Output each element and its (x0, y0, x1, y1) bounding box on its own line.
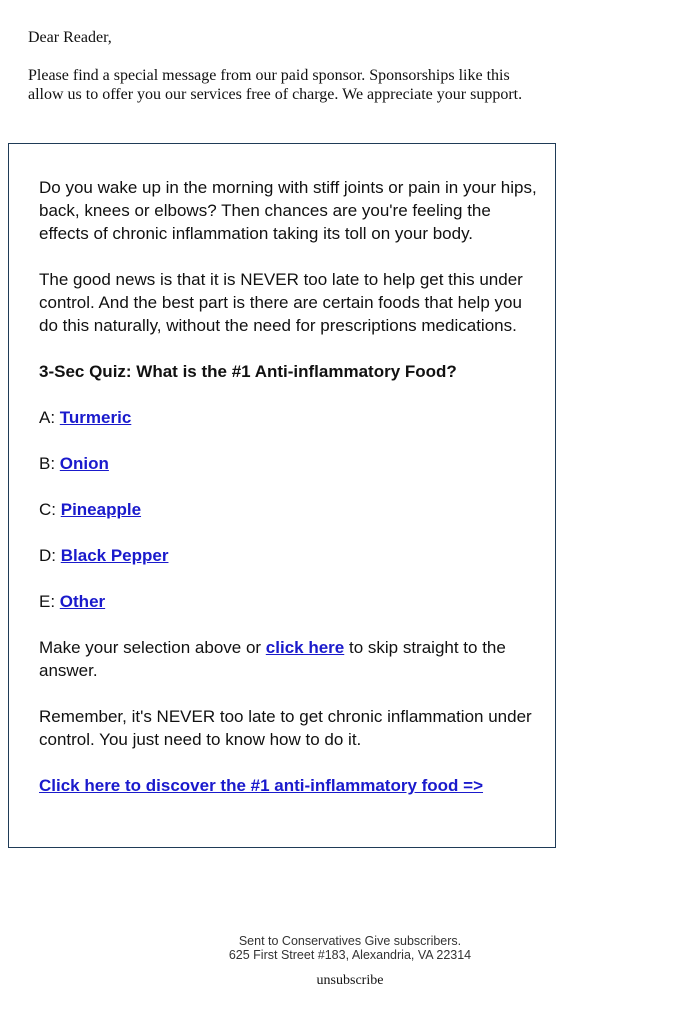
footer (0, 934, 700, 962)
sponsored-message-content (39, 176, 539, 820)
option-link-pineapple[interactable]: Pineapple (60, 500, 142, 519)
selection-instructions (39, 636, 539, 682)
quiz-option-b (39, 452, 539, 475)
option-link-onion[interactable]: Onion (59, 454, 109, 473)
intro-section (28, 28, 548, 104)
cta-paragraph (39, 774, 539, 797)
option-link-other[interactable]: Other (59, 592, 106, 611)
ad-paragraph-2: The good news is that it is NEVER too late to help get this under control. And the best part is there are certain foods that help you do this naturally, without the need for prescriptions medications. (39, 270, 523, 335)
footer-address: 625 First Street #183, Alexandria, VA 22314 (228, 948, 472, 962)
option-prefix: A: (39, 408, 60, 427)
selection-text-before: Make your selection above or (39, 638, 266, 657)
option-link-black-pepper[interactable]: Black Pepper (60, 546, 169, 565)
footer-sent-to: Sent to Conservatives Give subscribers. (238, 934, 462, 948)
quiz-option-c (39, 498, 539, 521)
reminder-paragraph: Remember, it's NEVER too late to get chronic inflammation under control. You just need to know how to do it. (39, 707, 532, 749)
option-prefix: C: (39, 500, 61, 519)
option-link-turmeric[interactable]: Turmeric (59, 408, 132, 427)
option-prefix: E: (39, 592, 60, 611)
quiz-option-e (39, 590, 539, 613)
click-here-link[interactable]: click here (265, 638, 345, 657)
greeting-text: Dear Reader, (28, 29, 112, 46)
quiz-option-d (39, 544, 539, 567)
quiz-title: 3-Sec Quiz: What is the #1 Anti-inflammatory Food? (39, 362, 457, 381)
option-prefix: B: (39, 454, 60, 473)
selection-text-after: to skip straight to the answer. (39, 638, 506, 680)
option-prefix: D: (39, 546, 61, 565)
quiz-option-a (39, 406, 539, 429)
discover-food-link[interactable]: Click here to discover the #1 anti-inflammatory food => (39, 776, 484, 795)
sponsor-notice-text: Please find a special message from our paid sponsor. Sponsorships like this allow us to offer you our services free of charge. We appreciate your support. (28, 67, 523, 103)
sponsored-message-box (8, 143, 556, 848)
unsubscribe-link[interactable]: unsubscribe (316, 973, 384, 988)
ad-paragraph-1: Do you wake up in the morning with stiff joints or pain in your hips, back, knees or elbows? Then chances are you're feeling the effects of chronic inflammation taking its toll on your body. (39, 178, 537, 243)
